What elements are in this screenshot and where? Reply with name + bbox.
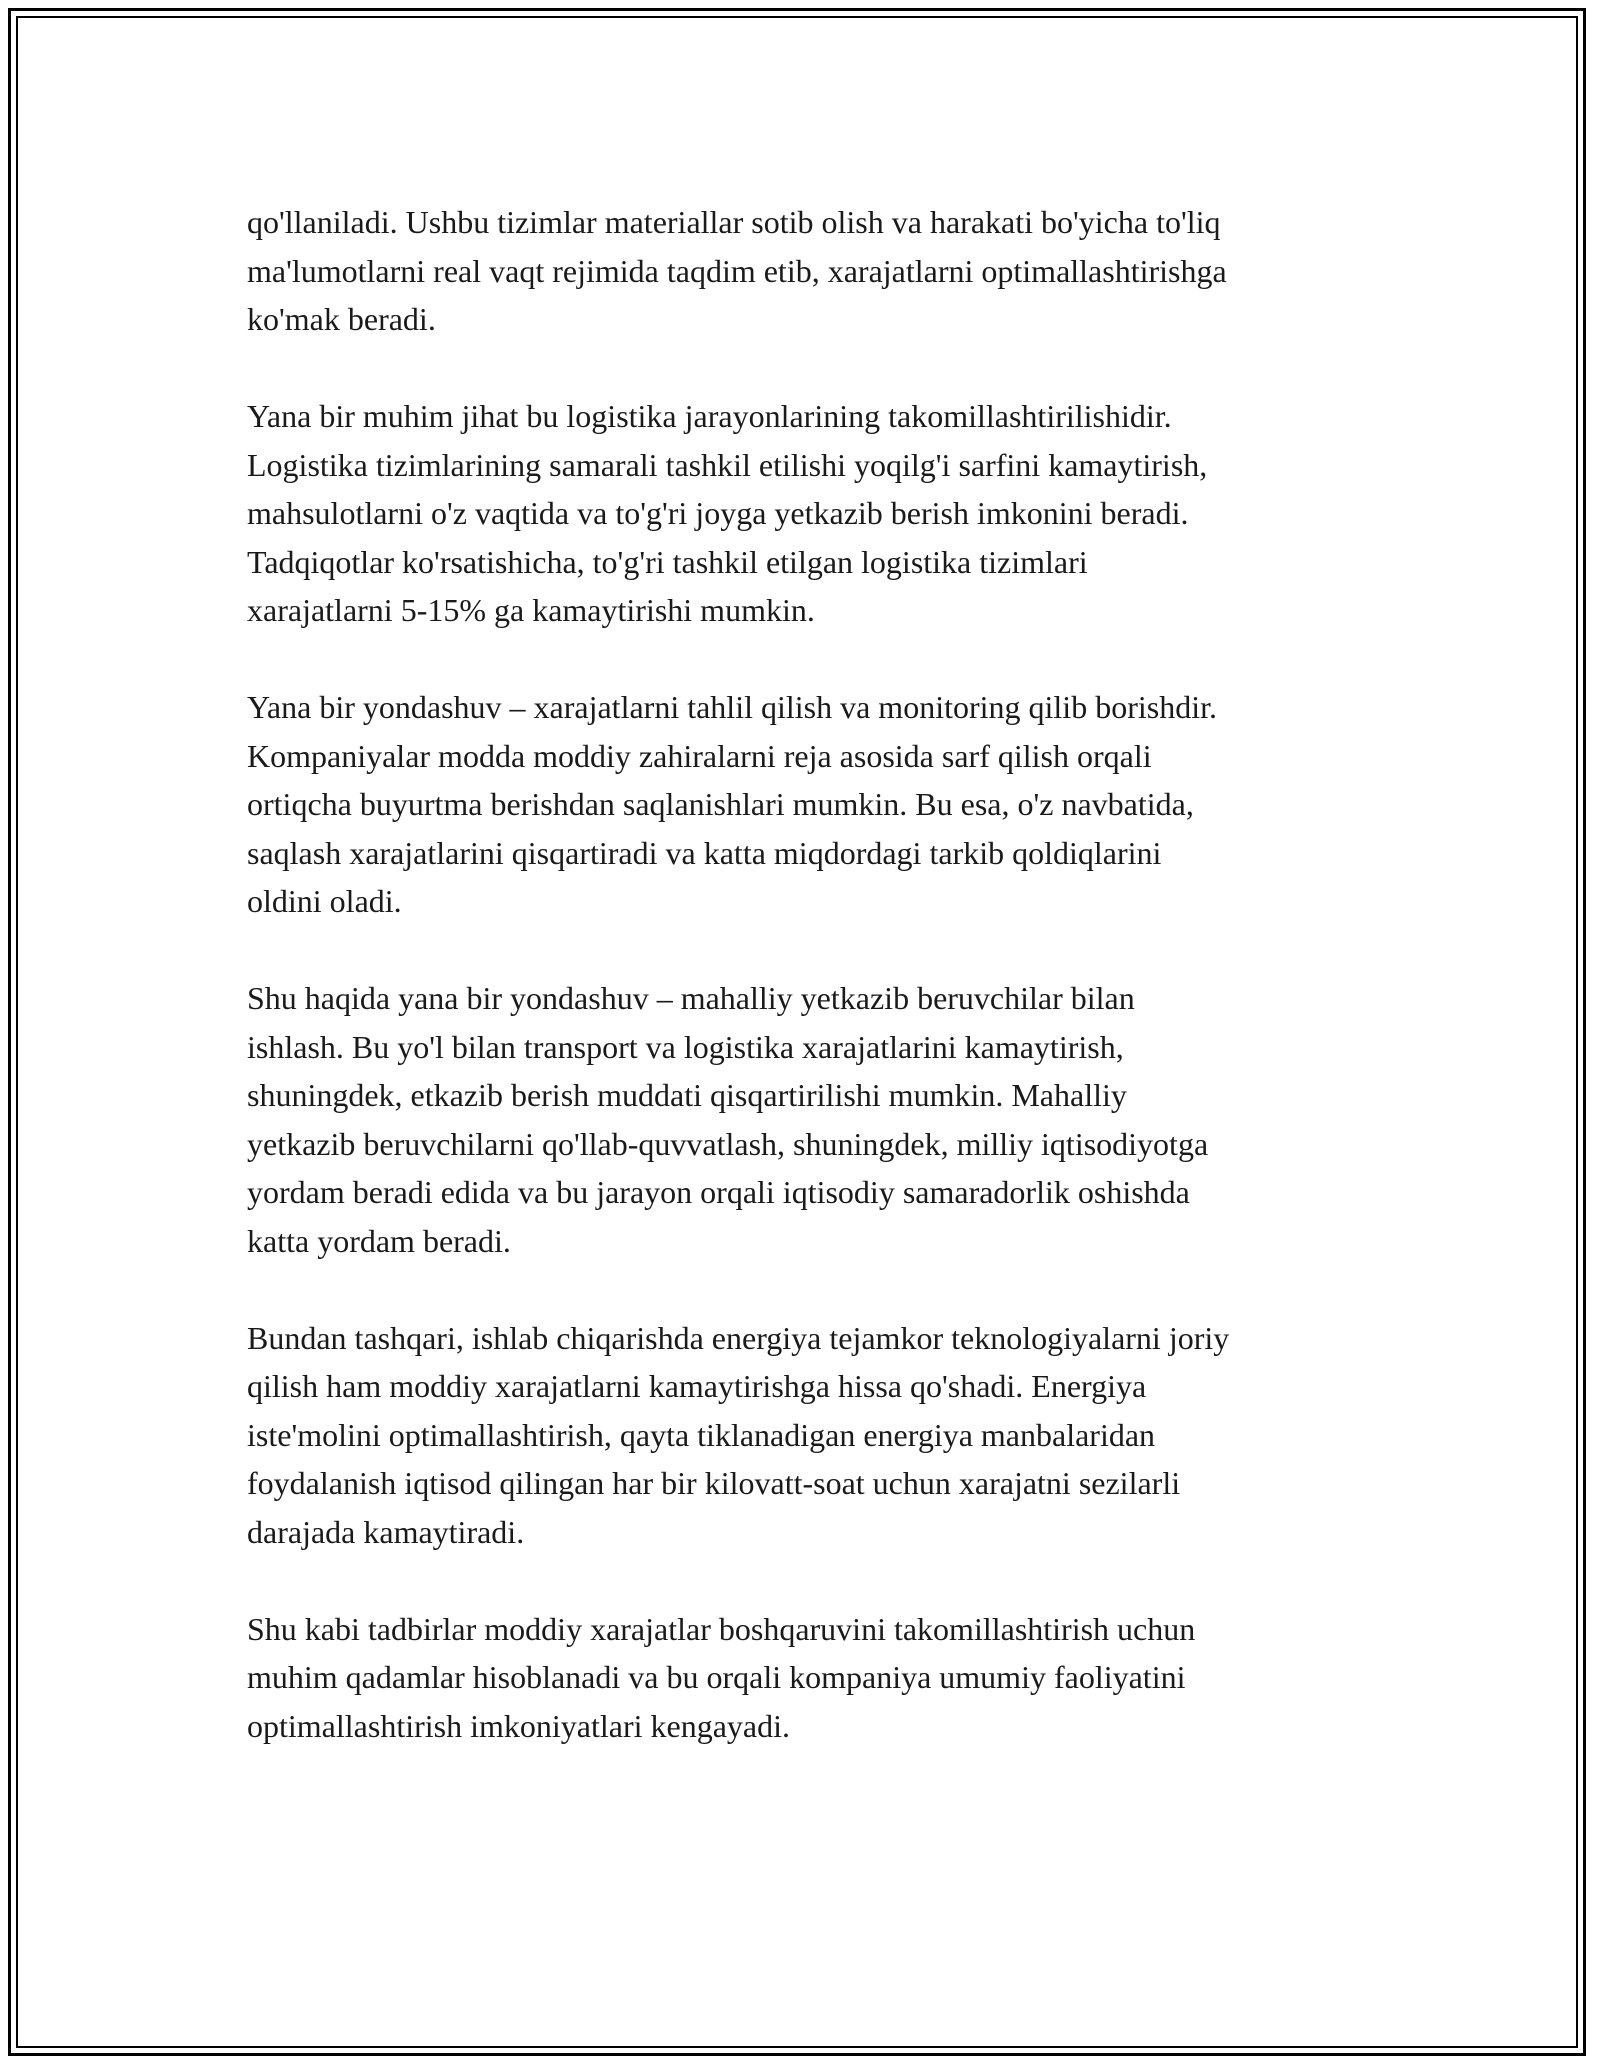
text-line: yetkazib beruvchilarni qo'llab-quvvatlash, shuningdek, milliy iqtisodiyotga xyxy=(247,1125,1209,1162)
text-line: Logistika tizimlarining samarali tashkil etilishi yoqilg'i sarfini kamaytirish, xyxy=(247,446,1208,483)
text-line: qilish ham moddiy xarajatlarni kamaytirishga hissa qo'shadi. Energiya xyxy=(247,1368,1147,1404)
text-line: yordam beradi edida va bu jarayon orqali iqtisodiy samaradorlik oshishda xyxy=(247,1174,1190,1210)
text-line: oldini oladi. xyxy=(247,883,402,919)
text-line: Tadqiqotlar ko'rsatishicha, to'g'ri tashkil etilgan logistika tizimlari xyxy=(247,543,1088,580)
text-line: Yana bir muhim jihat bu logistika jarayonlarining takomillashtirilishidir. xyxy=(247,398,1172,434)
text-line: ma'lumotlarni real vaqt rejimida taqdim etib, xarajatlarni optimallashtirishga xyxy=(247,252,1227,289)
text-line: qo'llaniladi. Ushbu tizimlar materiallar sotib olish va harakati bo'yicha to'liq xyxy=(247,204,1221,240)
paragraph-4 xyxy=(247,974,1407,1265)
text-line: ortiqcha buyurtma berishdan saqlanishlari mumkin. Bu esa, o'z navbatida, xyxy=(247,786,1194,822)
text-line: ishlash. Bu yo'l bilan transport va logistika xarajatlarini kamaytirish, xyxy=(247,1028,1124,1065)
text-line: optimallashtirish imkoniyatlari kengayadi. xyxy=(247,1707,790,1744)
text-line: xarajatlarni 5-15% ga kamaytirishi mumkin. xyxy=(247,592,815,628)
paragraph-1 xyxy=(247,198,1407,344)
page-frame xyxy=(8,8,1586,2056)
text-line: ko'mak beradi. xyxy=(247,301,436,337)
paragraph-2 xyxy=(247,392,1407,635)
paragraph-5 xyxy=(247,1314,1407,1557)
paragraph-3 xyxy=(247,683,1407,926)
text-line: shuningdek, etkazib berish muddati qisqartirilishi mumkin. Mahalliy xyxy=(247,1077,1127,1113)
paragraph-6 xyxy=(247,1605,1407,1751)
text-line: katta yordam beradi. xyxy=(247,1222,511,1259)
text-line: Shu haqida yana bir yondashuv – mahalliy yetkazib beruvchilar bilan xyxy=(247,980,1135,1016)
text-line: darajada kamaytiradi. xyxy=(247,1513,525,1550)
text-line: mahsulotlarni o'z vaqtida va to'g'ri joyga yetkazib berish imkonini beradi. xyxy=(247,495,1189,531)
text-line: Kompaniyalar modda moddiy zahiralarni reja asosida sarf qilish orqali xyxy=(247,737,1152,774)
text-line: Bundan tashqari, ishlab chiqarishda energiya tejamkor teknologiyalarni joriy xyxy=(247,1319,1230,1356)
text-line: Yana bir yondashuv – xarajatlarni tahlil qilish va monitoring qilib borishdir. xyxy=(247,689,1217,725)
document-body xyxy=(247,198,1407,1799)
text-line: saqlash xarajatlarini qisqartiradi va katta miqdordagi tarkib qoldiqlarini xyxy=(247,834,1162,871)
text-line: muhim qadamlar hisoblanadi va bu orqali kompaniya umumiy faoliyatini xyxy=(247,1659,1186,1695)
text-line: iste'molini optimallashtirish, qayta tiklanadigan energiya manbalaridan xyxy=(247,1416,1156,1453)
text-line: Shu kabi tadbirlar moddiy xarajatlar boshqaruvini takomillashtirish uchun xyxy=(247,1610,1196,1647)
text-line: foydalanish iqtisod qilingan har bir kilovatt-soat uchun xarajatni sezilarli xyxy=(247,1465,1181,1501)
